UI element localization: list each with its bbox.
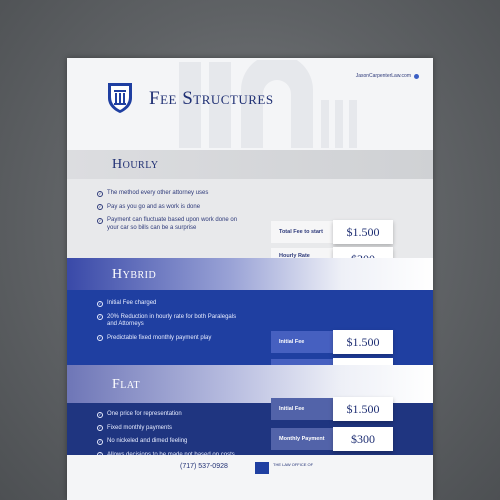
list-item: ✓ The method every other attorney uses [98, 190, 209, 196]
list-item: ✓ Fixed monthly payments [98, 424, 173, 431]
page-title: Fee Structures [149, 88, 274, 109]
list-item: ✓ Payment can fluctuate based upon work done on your car so bills can be a surprise [98, 217, 238, 231]
bullet-list [97, 190, 247, 238]
fee-value: $1.500 [333, 220, 393, 244]
check-icon: ✓ [98, 190, 102, 196]
fee-value: $1.500 [333, 397, 393, 421]
section-band [67, 150, 433, 179]
fee-label: Initial Fee [271, 331, 333, 353]
phone-number[interactable]: (717) 537-0928 [180, 463, 228, 470]
check-icon: ✓ [98, 335, 102, 340]
fee-row [271, 398, 393, 420]
fee-row [271, 331, 393, 353]
list-item: ✓ Initial Fee charged [98, 300, 157, 306]
website-text: JasonCarpenterLaw.com [355, 73, 411, 79]
footer [67, 455, 433, 500]
check-icon: ✓ [98, 411, 102, 417]
list-item: ✓ Pay as you go and as work is done [98, 203, 201, 210]
section-hourly [67, 150, 433, 267]
check-icon: ✓ [98, 300, 102, 306]
fee-label: Monthly Payment [271, 428, 333, 450]
section-title: Hybrid [112, 267, 157, 282]
section-title: Hourly [112, 157, 159, 172]
section-title: Flat [112, 377, 141, 392]
check-icon: ✓ [98, 217, 102, 223]
firm-name: THE LAW OFFICE OF [273, 462, 314, 467]
fee-label: Total Fee to start [271, 221, 333, 243]
footer-logo-icon [255, 462, 269, 474]
fee-label: Initial Fee [271, 398, 333, 420]
list-item: ✓ No nickeled and dimed feeling [98, 438, 188, 444]
list-item: ✓ Predictable fixed monthly payment play [98, 334, 212, 341]
section-band [67, 258, 433, 290]
fee-row [271, 428, 393, 450]
header [67, 58, 433, 150]
website-link[interactable] [356, 73, 419, 79]
fee-value: $300 [333, 427, 393, 451]
list-item: ✓ One price for representation [98, 411, 182, 417]
check-icon: ✓ [98, 204, 102, 209]
fee-row [271, 221, 393, 243]
shield-logo-icon [107, 82, 133, 114]
check-icon: ✓ [98, 314, 102, 319]
check-icon: ✓ [98, 438, 102, 444]
fee-structure-sheet [67, 58, 433, 500]
check-icon: ✓ [98, 425, 102, 430]
list-item: ✓ 20% Reduction in hourly rate for both Paralegals and Attorneys [98, 313, 237, 327]
fee-label: Hourly Rate [271, 248, 333, 270]
globe-icon [414, 74, 419, 79]
fee-value: $1.500 [333, 330, 393, 354]
bullet-list [97, 300, 247, 348]
